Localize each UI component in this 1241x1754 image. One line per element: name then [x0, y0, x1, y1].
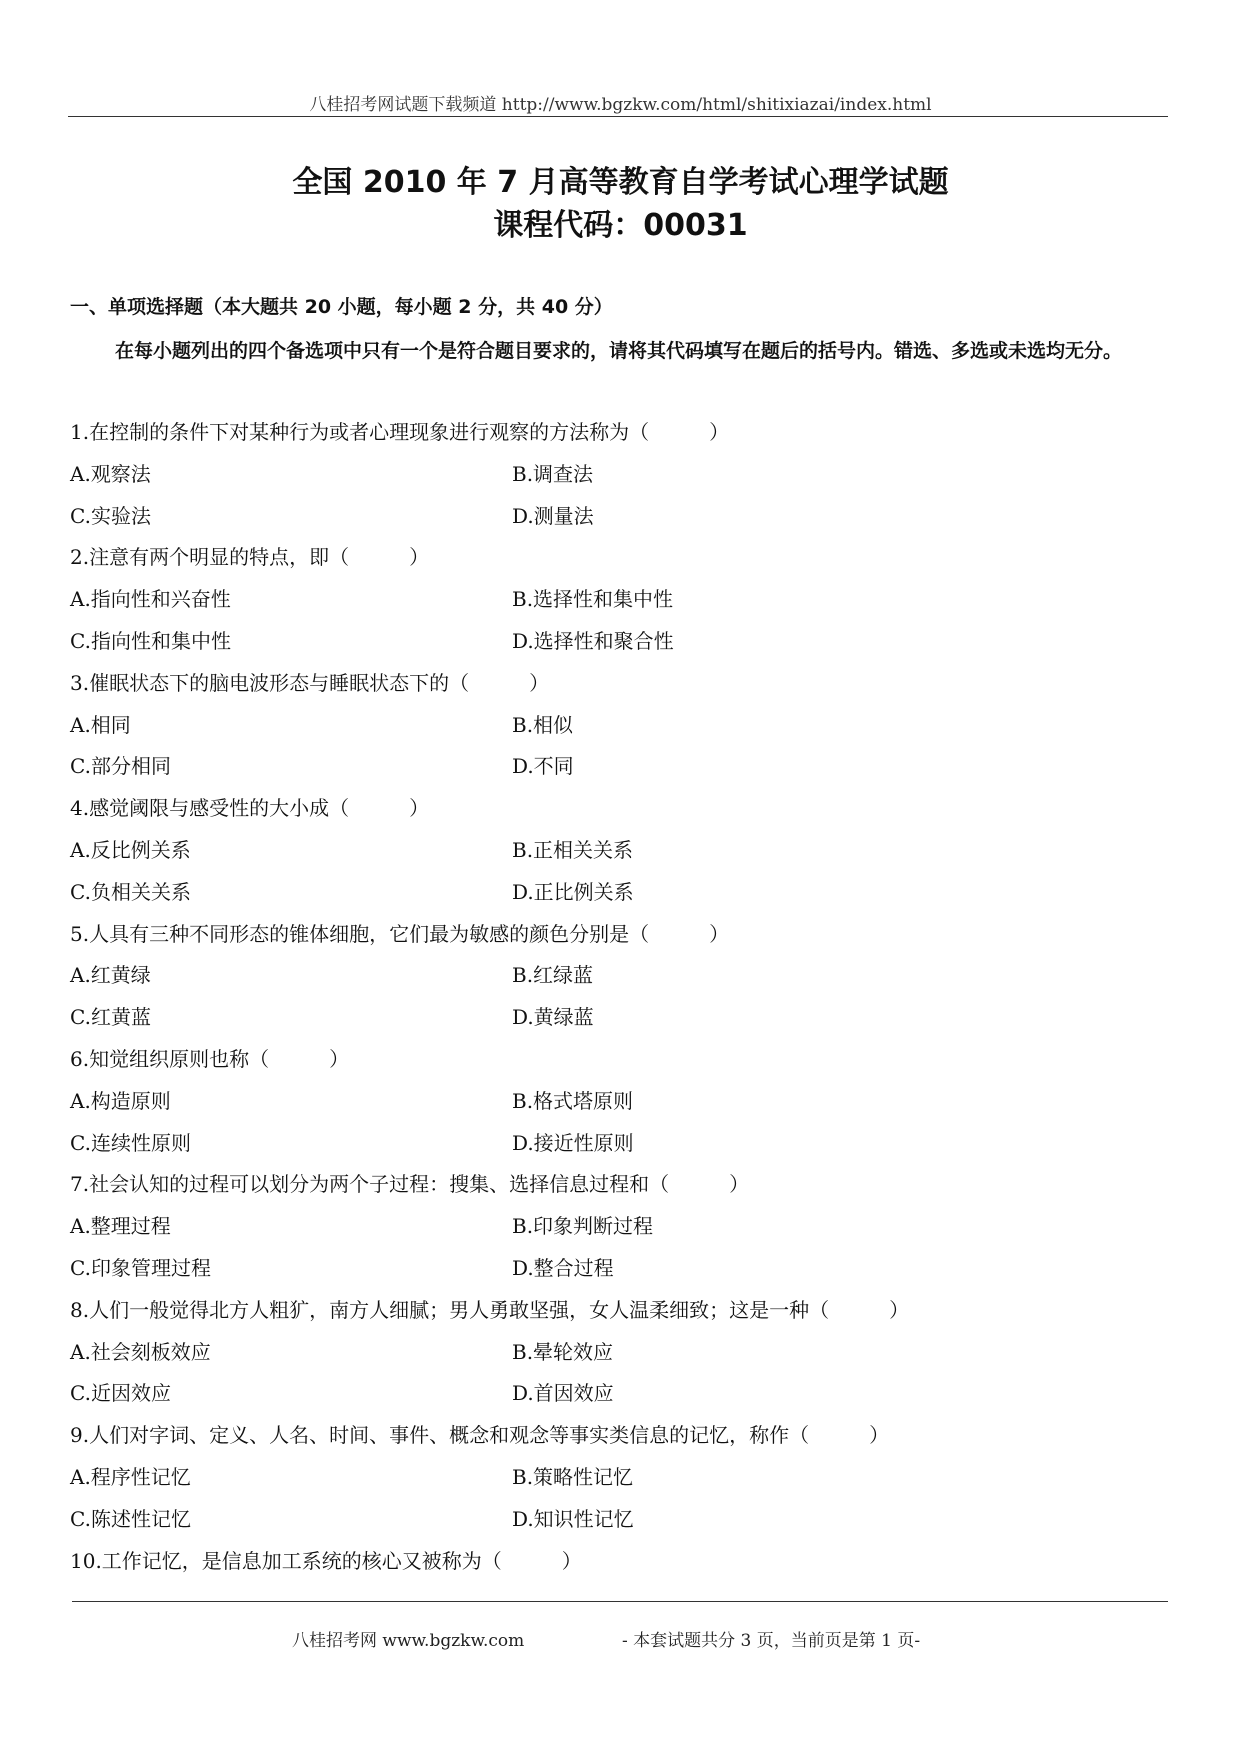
question-item: [70, 788, 1170, 913]
option-a: A.程序性记忆: [70, 1464, 191, 1489]
header-divider: [68, 116, 1168, 117]
option-c: C.陈述性记忆: [70, 1506, 191, 1531]
question-stem: 10.工作记忆，是信息加工系统的核心又被称为（ ）: [70, 1548, 582, 1573]
option-d: D.黄绿蓝: [512, 1005, 594, 1030]
option-row: [70, 997, 1170, 1039]
option-c: C.部分相同: [70, 754, 171, 779]
option-row: [70, 579, 1170, 621]
option-b: B.正相关关系: [512, 837, 634, 862]
option-c: C.连续性原则: [70, 1130, 191, 1155]
footer-divider: [72, 1601, 1168, 1602]
question-item: [70, 1164, 1170, 1289]
page-header: 八桂招考网试题下载频道 http://www.bgzkw.com/html/shitixiazai/index.html: [309, 95, 932, 115]
question-stem: 4.感觉阈限与感受性的大小成（ ）: [70, 796, 430, 821]
question-item: [70, 663, 1170, 788]
option-a: A.社会刻板效应: [70, 1339, 211, 1364]
question-item: [70, 537, 1170, 662]
option-a: A.构造原则: [70, 1088, 171, 1113]
question-stem: 8.人们一般觉得北方人粗犷，南方人细腻；男人勇敢坚强，女人温柔细致；这是一种（ ）: [70, 1297, 910, 1322]
question-stem: 5.人具有三种不同形态的锥体细胞，它们最为敏感的颜色分别是（ ）: [70, 921, 730, 946]
question-item: [70, 1290, 1170, 1415]
question-item: [70, 1039, 1170, 1164]
option-row: [70, 1248, 1170, 1290]
question-item: [70, 412, 1170, 537]
option-row: [70, 621, 1170, 663]
option-row: [70, 955, 1170, 997]
option-row: [70, 1457, 1170, 1499]
option-c: C.印象管理过程: [70, 1255, 211, 1280]
question-list: [70, 412, 1170, 1582]
section-heading: 一、单项选择题（本大题共 20 小题，每小题 2 分，共 40 分）: [70, 296, 613, 318]
option-row: [70, 1206, 1170, 1248]
option-row: [70, 1373, 1170, 1415]
question-item: [70, 914, 1170, 1039]
option-row: [70, 496, 1170, 538]
option-c: C.实验法: [70, 503, 151, 528]
option-b: B.相似: [512, 712, 574, 737]
option-b: B.格式塔原则: [512, 1088, 634, 1113]
option-a: A.指向性和兴奋性: [70, 587, 231, 612]
option-row: [70, 872, 1170, 914]
footer-page-info: - 本套试题共分 3 页，当前页是第 1 页-: [622, 1631, 921, 1651]
option-d: D.不同: [512, 754, 574, 779]
option-b: B.调查法: [512, 461, 594, 486]
question-stem: 3.催眠状态下的脑电波形态与睡眠状态下的（ ）: [70, 670, 550, 695]
option-d: D.测量法: [512, 503, 594, 528]
option-a: A.相同: [70, 712, 131, 737]
option-b: B.印象判断过程: [512, 1214, 654, 1239]
option-a: A.整理过程: [70, 1214, 171, 1239]
option-c: C.近因效应: [70, 1381, 171, 1406]
option-row: [70, 454, 1170, 496]
exam-title: 全国 2010 年 7 月高等教育自学考试心理学试题: [292, 165, 949, 200]
option-b: B.选择性和集中性: [512, 587, 674, 612]
option-row: [70, 746, 1170, 788]
option-a: A.红黄绿: [70, 963, 151, 988]
question-stem: 7.社会认知的过程可以划分为两个子过程：搜集、选择信息过程和（ ）: [70, 1172, 750, 1197]
option-row: [70, 1123, 1170, 1165]
option-c: C.红黄蓝: [70, 1005, 151, 1030]
option-d: D.接近性原则: [512, 1130, 634, 1155]
option-d: D.知识性记忆: [512, 1506, 634, 1531]
option-row: [70, 1499, 1170, 1541]
option-c: C.负相关关系: [70, 879, 191, 904]
option-row: [70, 705, 1170, 747]
option-d: D.正比例关系: [512, 879, 634, 904]
question-stem: 9.人们对字词、定义、人名、时间、事件、概念和观念等事实类信息的记忆，称作（ ）: [70, 1423, 890, 1448]
course-code: 课程代码：00031: [493, 208, 748, 243]
question-item: [70, 1415, 1170, 1540]
question-stem: 2.注意有两个明显的特点，即（ ）: [70, 545, 430, 570]
option-d: D.整合过程: [512, 1255, 614, 1280]
option-b: B.策略性记忆: [512, 1464, 634, 1489]
option-d: D.选择性和聚合性: [512, 628, 674, 653]
option-b: B.晕轮效应: [512, 1339, 614, 1364]
option-a: A.观察法: [70, 461, 151, 486]
option-d: D.首因效应: [512, 1381, 614, 1406]
footer-site: 八桂招考网 www.bgzkw.com: [292, 1631, 525, 1651]
option-c: C.指向性和集中性: [70, 628, 231, 653]
option-a: A.反比例关系: [70, 837, 191, 862]
question-stem: 1.在控制的条件下对某种行为或者心理现象进行观察的方法称为（ ）: [70, 420, 730, 444]
option-row: [70, 830, 1170, 872]
question-stem: 6.知觉组织原则也称（ ）: [70, 1046, 350, 1071]
option-row: [70, 1081, 1170, 1123]
option-b: B.红绿蓝: [512, 963, 594, 988]
section-instruction: 在每小题列出的四个备选项中只有一个是符合题目要求的，请将其代码填写在题后的括号内。错选、多选或未选均无分。: [115, 340, 1123, 362]
option-row: [70, 1332, 1170, 1374]
